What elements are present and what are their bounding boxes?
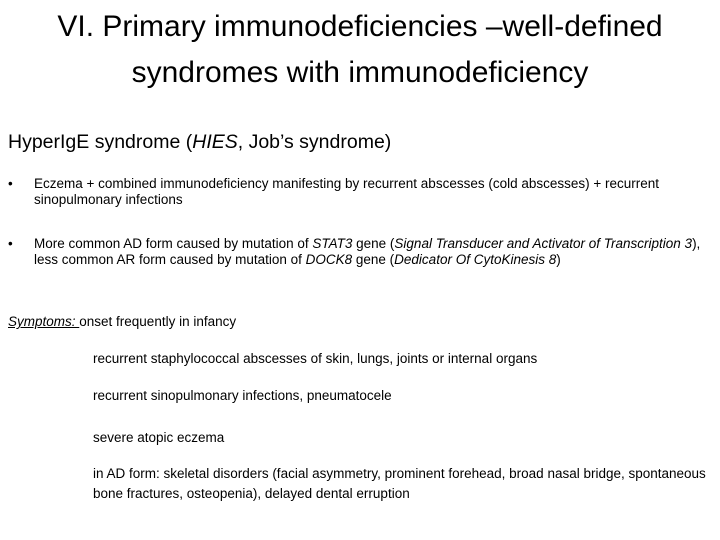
bullet-marker: • xyxy=(8,176,13,191)
bullet-item-clinical xyxy=(8,176,714,208)
syndrome-heading xyxy=(8,130,391,154)
symptom-item: recurrent staphylococcal abscesses of skin, lungs, joints or internal organs xyxy=(93,351,538,366)
bullet-marker: • xyxy=(8,236,13,251)
slide-title xyxy=(0,4,720,96)
bullet-text-part: Eczema + combined immunodeficiency manifesting by recurrent abscesses (cold abscesses) + recurrent sinopulmonary infections xyxy=(34,176,660,207)
bullet-text xyxy=(34,236,714,268)
symptoms-onset: onset frequently in infancy xyxy=(79,314,237,329)
symptom-item: recurrent sinopulmonary infections, pneumatocele xyxy=(93,388,392,403)
symptom-item: severe atopic eczema xyxy=(93,430,225,445)
symptoms-line xyxy=(8,313,236,331)
heading-prefix: HyperIgE syndrome ( xyxy=(8,131,193,153)
bullet-item-genetics xyxy=(8,236,714,268)
gene-dock8: DOCK8 xyxy=(305,252,353,267)
bullet-text-part: gene ( xyxy=(352,236,395,251)
bullet-text-part: gene ( xyxy=(352,252,395,267)
gene-stat3: STAT3 xyxy=(312,236,353,251)
gene-stat3-fullname: Signal Transducer and Activator of Transcription 3 xyxy=(394,236,693,251)
gene-dock8-fullname: Dedicator Of CytoKinesis 8 xyxy=(394,252,557,267)
heading-suffix: , Job’s syndrome) xyxy=(237,131,392,153)
heading-abbreviation: HIES xyxy=(192,131,238,153)
bullet-text xyxy=(34,176,714,208)
bullet-text-part: ), less common AR form caused by mutation of xyxy=(34,236,701,267)
title-line-2: syndromes with immunodeficiency xyxy=(131,56,589,89)
symptoms-label: Symptoms: xyxy=(8,314,80,329)
bullet-text-part: ) xyxy=(556,252,561,267)
bullet-text-part: More common AD form caused by mutation of xyxy=(34,236,313,251)
title-line-1: VI. Primary immunodeficiencies –well-defined xyxy=(57,10,663,43)
symptom-item: in AD form: skeletal disorders (facial asymmetry, prominent forehead, broad nasal bridge, spontaneous bone fractures, osteopenia), delayed dental erruption xyxy=(93,466,706,501)
